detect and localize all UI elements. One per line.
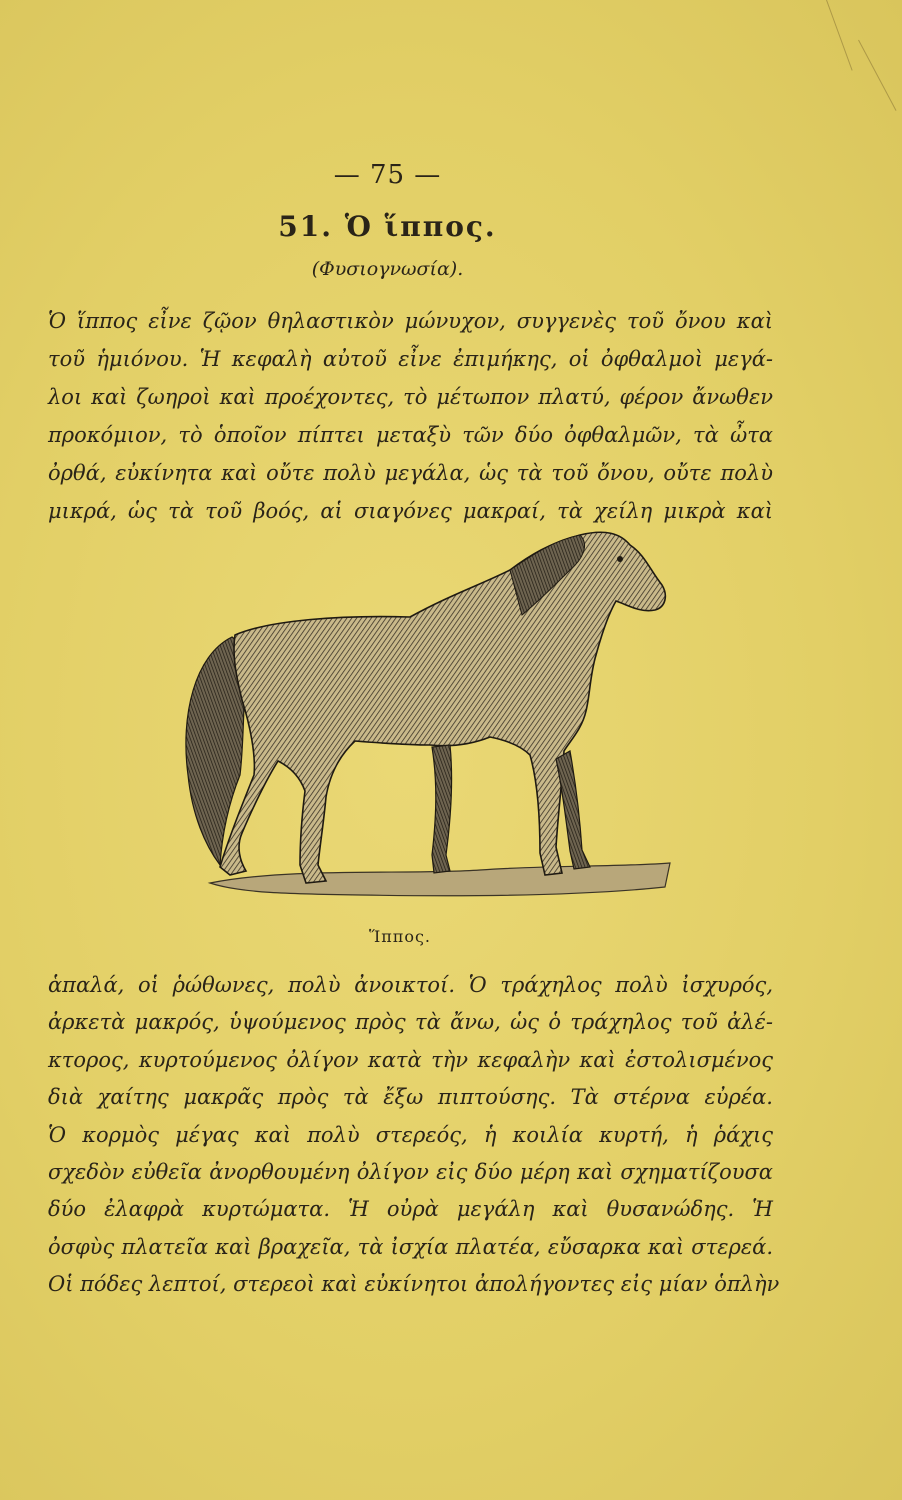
page-number: — 75 — [333, 160, 442, 190]
text-line: σχεδὸν εὐθεῖα ἀνορθουμένη ὀλίγον εἰς δύο μέρη καὶ σχηματίζουσα [48, 1159, 773, 1184]
text-line: Ὁ κορμὸς μέγας καὶ πολὺ στερεός, ἡ κοιλία κυρτή, ἡ ῥάχις [48, 1122, 773, 1147]
paragraph-intro [48, 302, 773, 530]
text-line: μικρά, ὡς τὰ τοῦ βοός, αἱ σιαγόνες μακραί, τὰ χείλη μικρὰ καὶ [48, 499, 773, 523]
section-subtitle: (Φυσιογνωσία). [311, 258, 464, 280]
page-fold-line [858, 40, 896, 111]
text-line: ὀρθά, εὐκίνητα καὶ οὔτε πολὺ μεγάλα, ὡς τὰ τοῦ ὄνου, οὔτε πολὺ [48, 461, 773, 485]
figure-caption: Ἵππος. [369, 927, 431, 946]
horse-illustration [150, 515, 710, 935]
text-line: διὰ χαίτης μακρᾶς πρὸς τὰ ἔξω πιπτούσης. Τὰ στέρνα εὐρέα. [48, 1085, 773, 1110]
text-line: προκόμιον, τὸ ὁποῖον πίπτει μεταξὺ τῶν δύο ὀφθαλμῶν, τὰ ὦτα [48, 423, 773, 447]
text-line: λοι καὶ ζωηροὶ καὶ προέχοντες, τὸ μέτωπον πλατύ, φέρον ἄνωθεν [48, 385, 773, 409]
page-fold-line [826, 0, 853, 71]
text-line: Ὁ ἵππος εἶνε ζῷον θηλαστικὸν μώνυχον, συγγενὲς τοῦ ὄνου καὶ [48, 309, 773, 333]
text-line: ἀρκετὰ μακρός, ὑψούμενος πρὸς τὰ ἄνω, ὡς ὁ τράχηλος τοῦ ἀλέ- [48, 1010, 773, 1035]
horse-eye [617, 556, 623, 562]
text-line: κτορος, κυρτούμενος ὀλίγον κατὰ τὴν κεφαλὴν καὶ ἐστολισμένος [48, 1047, 773, 1072]
text-line: Οἱ πόδες λεπτοί, στερεοὶ καὶ εὐκίνητοι ἀπολήγοντες εἰς μίαν ὁπλὴν [48, 1272, 780, 1297]
text-line: ὀσφὺς πλατεῖα καὶ βραχεῖα, τὰ ἰσχία πλατέα, εὔσαρκα καὶ στερεά. [48, 1234, 773, 1259]
horse-leg-far [556, 751, 590, 869]
section-title: 51. Ὁ ἵππος. [278, 210, 497, 243]
horse-leg-far [432, 745, 452, 873]
text-line: δύο ἐλαφρὰ κυρτώματα. Ἡ οὐρὰ μεγάλη καὶ θυσανώδης. Ἡ [48, 1197, 773, 1222]
text-line: ἁπαλά, οἱ ῥώθωνες, πολὺ ἀνοικτοί. Ὁ τράχηλος πολὺ ἰσχυρός, [48, 973, 773, 997]
text-line: τοῦ ἡμιόνου. Ἡ κεφαλὴ αὐτοῦ εἶνε ἐπιμήκης, οἱ ὀφθαλμοὶ μεγά- [48, 347, 773, 371]
paragraph-description [48, 967, 780, 1304]
